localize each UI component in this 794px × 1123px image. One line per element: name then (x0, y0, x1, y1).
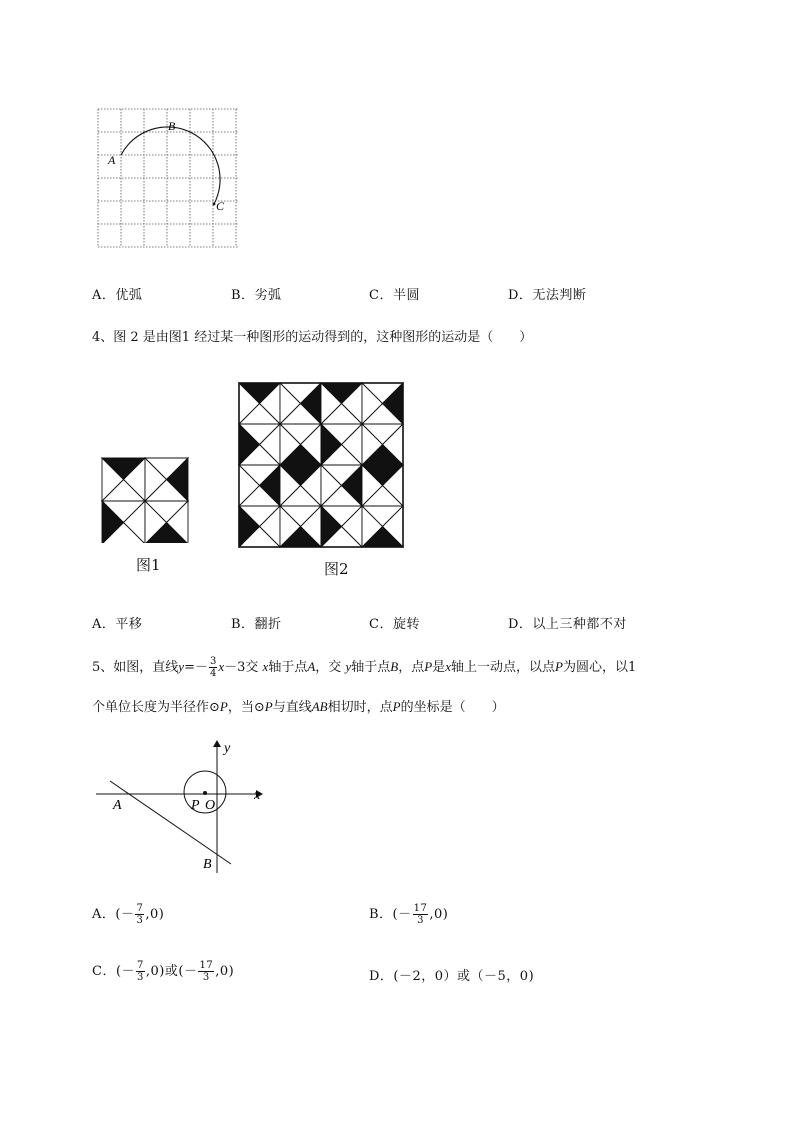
q5-label-x: x (254, 788, 261, 803)
q5-text: 相切时，点 (327, 700, 393, 715)
q3-option-a[interactable]: A．优弧 (92, 288, 143, 303)
q5-option-c-text: ,0)或(－ (145, 964, 198, 979)
q5-frac-den: 4 (209, 668, 217, 679)
q5-option-c[interactable] (92, 960, 234, 983)
q3-label-a: A (108, 153, 116, 167)
q5-option-d[interactable]: D．(－2，0）或（－5，0) (369, 969, 535, 984)
q5-option-a-text: A．(－ (92, 907, 135, 922)
q5-var-p: P (264, 699, 273, 714)
q5-text: ，交 (315, 660, 342, 675)
q3-label-b: B (168, 119, 176, 133)
q5-text: 为圆心，以1 (562, 660, 637, 675)
q5-var-p: P (219, 699, 228, 714)
q5-var-y: y (345, 659, 352, 674)
q5-text: 是 (432, 660, 446, 675)
q4-figure-2-tiles (239, 383, 403, 547)
q5-frac-num: 17 (199, 960, 214, 971)
q5-option-c-fraction (136, 960, 145, 983)
q5-text: =－ (184, 660, 208, 675)
q5-text: ，当⊙ (227, 700, 265, 715)
q5-option-b-text: ,0) (429, 907, 449, 922)
q5-label-a: A (113, 798, 122, 813)
q4-caption-1: 图1 (136, 556, 161, 574)
q5-option-a-fraction (135, 903, 144, 926)
q4-stem: 4、图 2 是由图1 经过某一种图形的运动得到的，这种图形的运动是（ ） (92, 330, 533, 345)
q5-frac-den: 3 (202, 972, 210, 983)
q5-text: 轴于点 (268, 660, 308, 675)
q5-frac-den: 3 (136, 915, 144, 926)
q3-grid-arc-figure (90, 102, 250, 258)
q5-text: 个单位长度为半径作⊙ (92, 700, 220, 715)
q5-text: ，点 (398, 660, 425, 675)
q5-var-x: x (445, 659, 451, 674)
q5-frac-den: 3 (137, 972, 144, 983)
q5-frac-num: 7 (137, 960, 144, 971)
q5-stem-line-2 (92, 696, 505, 715)
q4-caption-2: 图2 (324, 560, 349, 578)
q3-option-c[interactable]: C．半圆 (369, 288, 420, 303)
q3-point-c (213, 203, 216, 206)
q5-option-b-fraction (413, 903, 429, 926)
q5-var-y: y (178, 659, 185, 674)
q5-var-x: x (262, 659, 269, 674)
q5-frac-num: 17 (413, 903, 428, 914)
q5-option-c-text: ,0) (215, 964, 235, 979)
q4-option-b[interactable]: B．翻折 (231, 617, 282, 632)
q5-option-b[interactable] (369, 903, 448, 926)
q5-text: －3交 (224, 660, 259, 675)
q5-var-ab: AB (311, 699, 328, 714)
q5-label-p: P (191, 798, 200, 813)
q5-var-p: P (392, 699, 401, 714)
q5-text: 轴于点 (351, 660, 391, 675)
q5-text: 与直线 (272, 700, 312, 715)
q5-line-ab (110, 781, 231, 864)
q5-point-p (203, 791, 207, 795)
q5-var-x: x (218, 659, 225, 674)
q5-fraction (209, 656, 217, 679)
q5-option-c-fraction-2 (198, 960, 214, 983)
q4-option-d[interactable]: D．以上三种都不对 (508, 617, 627, 632)
q3-option-b[interactable]: B．劣弧 (231, 288, 282, 303)
q3-label-c: C (216, 199, 225, 213)
q5-text: 轴上一动点，以点 (450, 660, 555, 675)
q5-frac-num: 7 (136, 903, 144, 914)
q4-figure-2 (238, 382, 405, 550)
q5-option-c-text: C．(－ (92, 964, 136, 979)
q5-var-b: B (390, 659, 399, 674)
q5-label-o: O (205, 798, 216, 813)
q4-figure-1 (101, 457, 189, 543)
q5-text: 5、如图，直线 (92, 660, 179, 675)
q5-text: 的坐标是（ ） (400, 700, 505, 715)
q5-option-a-text: ,0) (145, 907, 165, 922)
q5-var-p: P (554, 659, 563, 674)
q5-frac-num: 3 (209, 656, 217, 667)
q3-arc (121, 127, 220, 204)
q5-option-b-text: B．(－ (369, 907, 412, 922)
q4-figure-1-tiles (102, 458, 188, 543)
q5-coordinate-figure (92, 735, 282, 875)
q4-option-c[interactable]: C．旋转 (369, 617, 420, 632)
q5-var-p: P (424, 659, 433, 674)
q4-option-a[interactable]: A．平移 (92, 617, 143, 632)
q5-frac-den: 3 (417, 915, 424, 926)
q5-label-b: B (203, 857, 212, 872)
q3-option-d[interactable]: D．无法判断 (508, 288, 587, 303)
q5-option-a[interactable] (92, 903, 164, 926)
q5-stem-line-1 (92, 656, 636, 679)
q5-var-a: A (307, 659, 316, 674)
q5-label-y: y (224, 741, 231, 756)
